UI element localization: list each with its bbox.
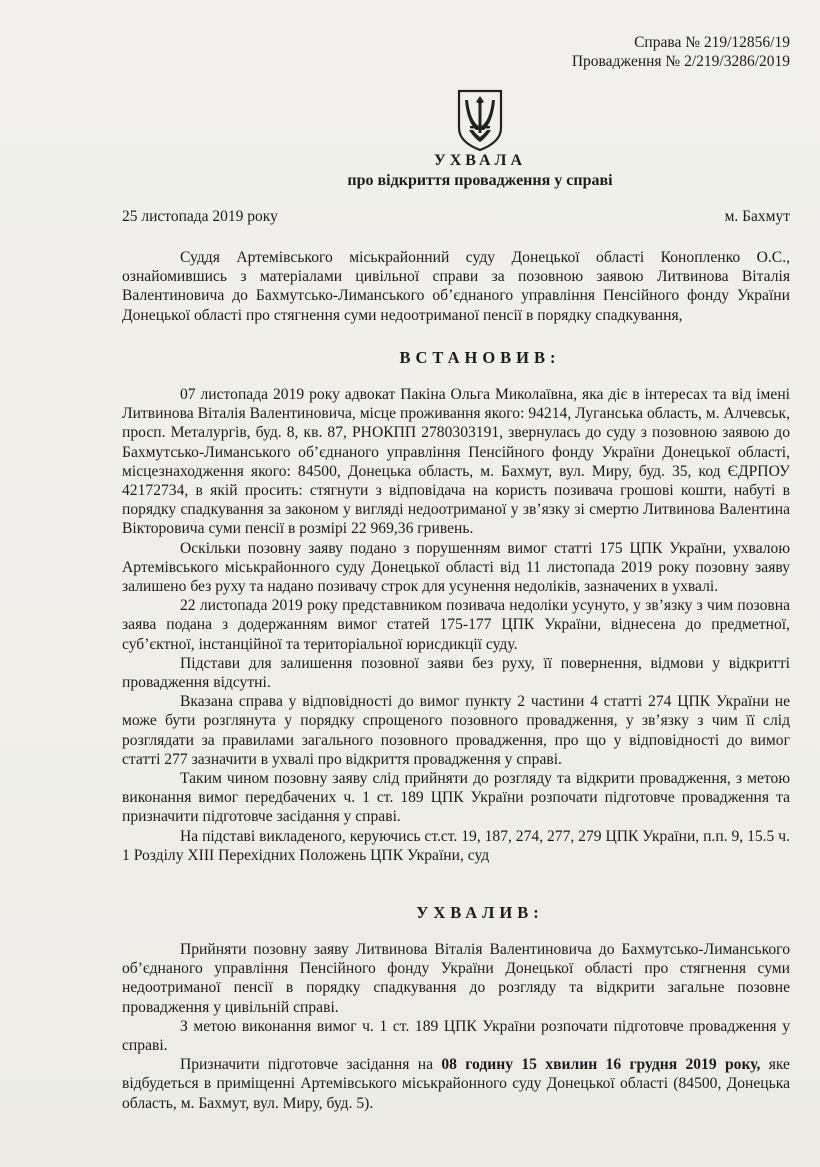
heading-resolved: УХВАЛИВ: (416, 903, 544, 922)
established-paragraph-2: Оскільки позовну заяву подано з порушенням вимог статті 175 ЦПК України, ухвалою Артемівського міськрайонного суду Донецької області від 11 листопада 2019 року позовну заяву залишено без руху та надано позивачу строк для усунення недоліків, зазначених в ухвалі. (122, 539, 790, 596)
resolved-section (122, 940, 790, 1113)
established-paragraph-6: Таким чином позовну заяву слід прийняти до розгляду та відкрити провадження, з метою виконання вимог передбачених ч. 1 ст. 189 ЦПК України розпочати підготовче провадження та призначити підготовче засідання у справі. (122, 770, 790, 826)
document-date: 25 листопада 2019 року (122, 208, 278, 225)
hearing-datetime: 08 годину 15 хвилин 16 грудня 2019 року, (441, 1056, 761, 1074)
heading-established: ВСТАНОВИВ: (399, 348, 561, 367)
established-paragraph-4: Підстави для залишення позовної заяви без руху, її повернення, відмови у відкритті провадження відсутні. (122, 654, 790, 692)
established-paragraph-7: На підставі викладеного, керуючись ст.ст. 19, 187, 274, 277, 279 ЦПК України, п.п. 9, 15.5 ч. 1 Розділу ХІІІ Перехідних Положень ЦПК України, суд (122, 827, 790, 864)
resolved-paragraph-1: Прийняти позовну заяву Литвинова Віталія Валентиновича до Бахмутсько-Лиманського об’єднаного управління Пенсійного фонду України Донецької області про стягнення суми недоотриманої пенсії в порядку спадкування до розгляду та відкрити загальне позовне провадження у цивільній справі. (122, 941, 790, 1016)
trident-coat-of-arms-icon (456, 88, 504, 152)
case-number: Справа № 219/12856/19 (634, 34, 790, 51)
intro-paragraph: Суддя Артемівського міськрайонний суду Донецької області Конопленко О.С., ознайомившись з матеріалами цивільної справи за позовною заявою Литвинова Віталія Валентиновича до Бахмутсько-Лиманського об’єднаного управління Пенсійного фонду України Донецької області про стягнення суми недоотриманої пенсії в порядку спадкування, (122, 249, 790, 324)
hearing-prefix: Призначити підготовче засідання на (180, 1056, 442, 1074)
intro-section (122, 248, 790, 325)
established-paragraph-1: 07 листопада 2019 року адвокат Пакіна Ольга Миколаївна, яка діє в інтересах та від імені Литвинова Віталія Валентиновича, місце проживання якого: 94214, Луганська область, м. Алчевськ, просп. Металургів, буд. 8, кв. 87, РНОКПП 2780303191, звернулась до суду з позовною заявою до Бахмутсько-Лиманського об’єднаного управління Пенсійного фонду України Донецької області, місцезнаходження якого: 84500, Донецька область, м. Бахмут, вул. Миру, буд. 35, код ЄДРПОУ 42172734, в якій просить: стягнути з відповідача на користь позивача грошові кошти, набуті в порядку спадкування за законом у вигляді недоотриманої у зв’язку зі смертю Литвинова Валентина Вікторовича суми пенсії в розмірі 22 969,36 гривень. (122, 386, 790, 538)
date-line (122, 208, 790, 226)
established-section (122, 385, 790, 865)
document-title: УХВАЛА (434, 152, 526, 169)
hearing-paragraph (122, 1055, 790, 1113)
document-city: м. Бахмут (724, 208, 790, 225)
hearing-suffix: яке відбудеться в приміщенні Артемівського міськрайонного суду Донецької області (84500, Донецька область, м. Бахмут, вул. Миру, буд. 5). (122, 1056, 790, 1112)
established-paragraph-5: Вказана справа у відповідності до вимог пункту 2 частини 4 статті 274 ЦПК України не може бути розглянута у порядку спрощеного позовного провадження, у зв’язку з чим її слід розглядати за правилами загального позовного провадження, про що у відповідності до вимог статті 277 зазначити в ухвалі про відкриття провадження у справі. (122, 693, 790, 768)
proceeding-number: Провадження № 2/219/3286/2019 (571, 53, 790, 70)
resolved-paragraph-2: З метою виконання вимог ч. 1 ст. 189 ЦПК України розпочати підготовче провадження у справі. (122, 1017, 790, 1055)
case-header (572, 33, 790, 71)
document-subtitle: про відкриття провадження у справі (347, 172, 613, 189)
established-paragraph-3: 22 листопада 2019 року представником позивача недоліки усунуто, у зв’язку з чим позовна заява подана з додержанням вимог статей 175-177 ЦПК України, віднесена до предметної, суб’єктної, інстанційної та територіальної юрисдикції суду. (122, 597, 790, 653)
